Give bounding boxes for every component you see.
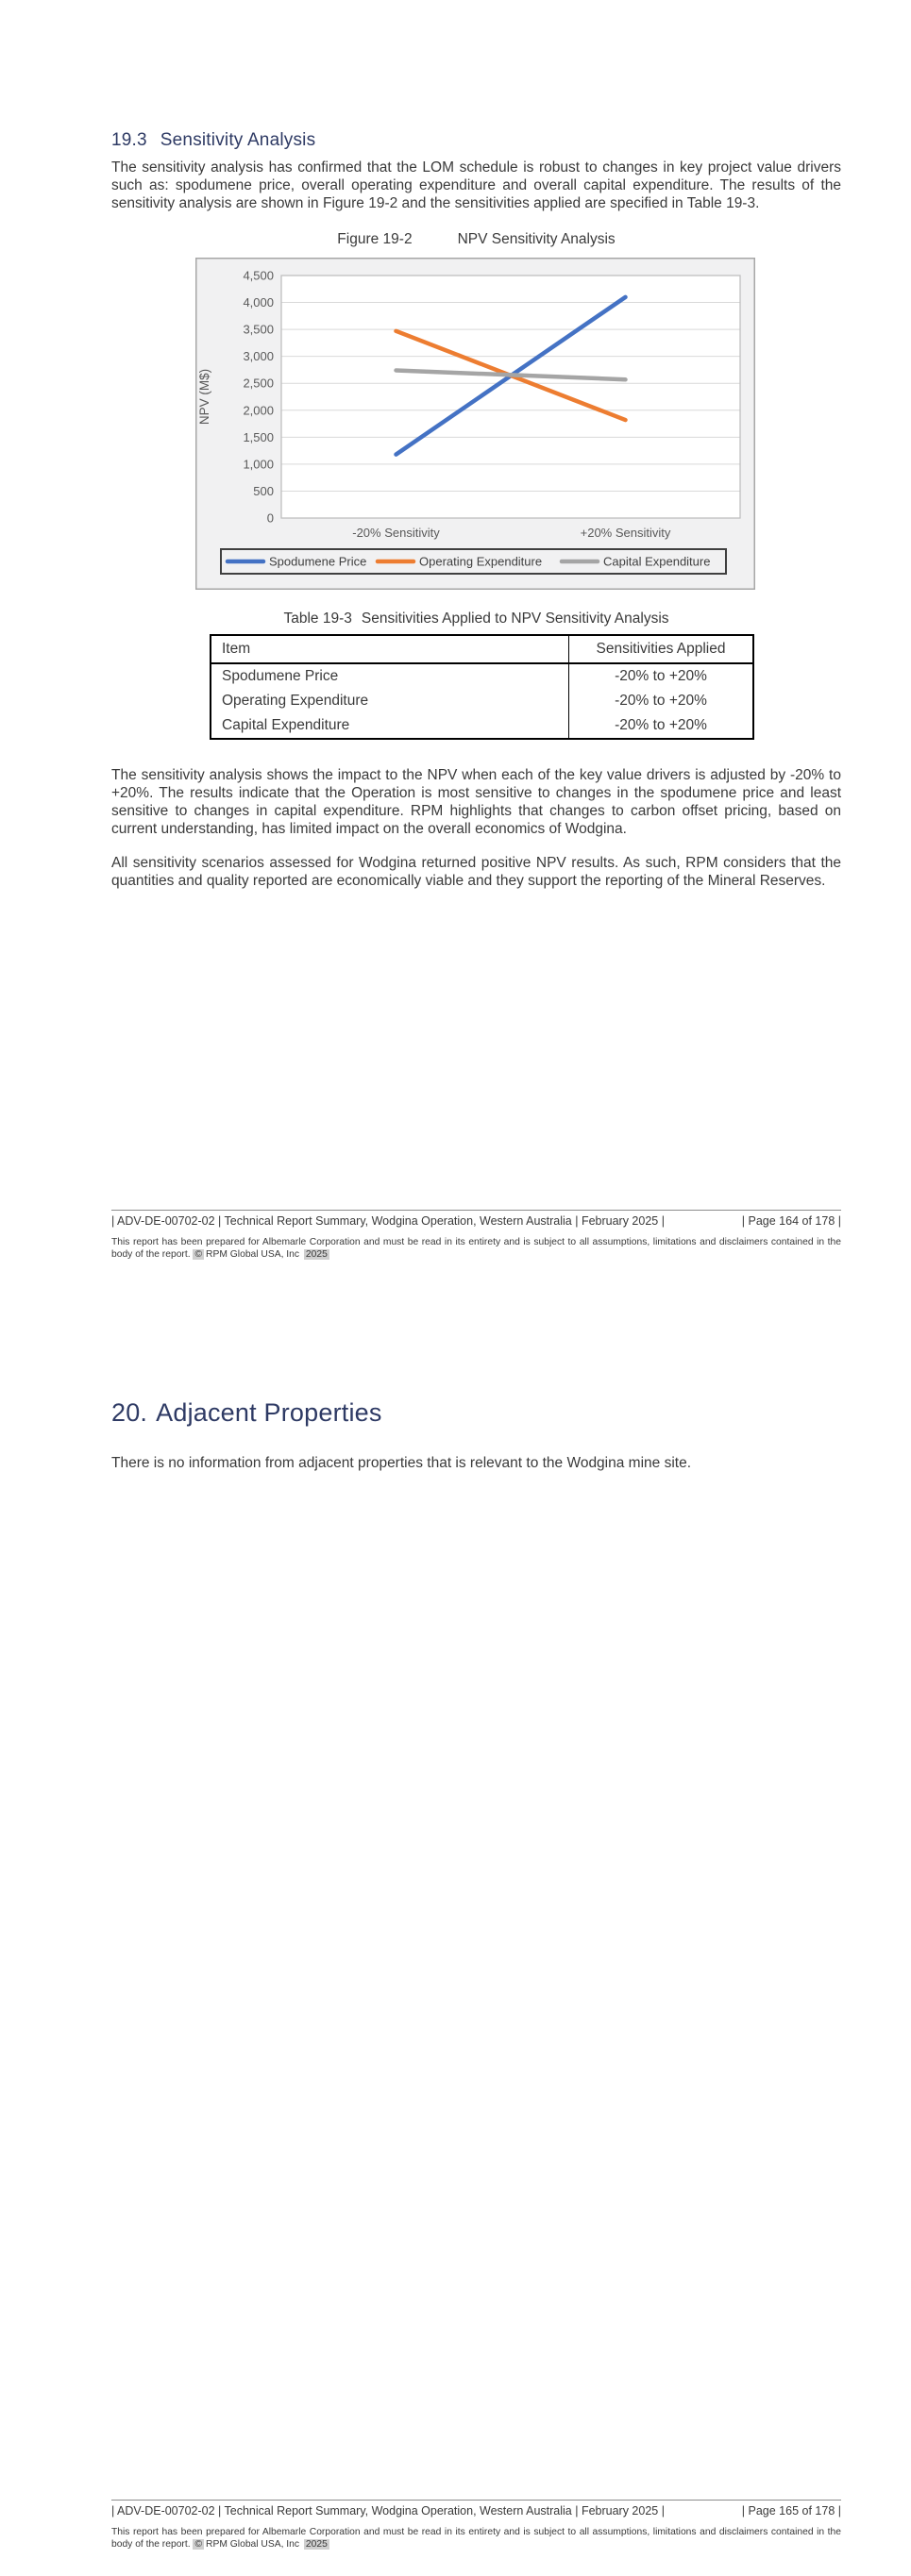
disclaimer-company: RPM Global USA, Inc	[206, 2539, 300, 2550]
y-tick-label: 0	[266, 510, 274, 526]
footer-divider	[111, 2500, 841, 2501]
table-row	[211, 663, 753, 689]
footer-divider	[111, 1210, 841, 1211]
disclaimer-text: This report has been prepared for Albemarle Corporation and must be read in its entirety and is subject to all assumptions, limitations and disclaimers contained in the body of the report.	[111, 2527, 841, 2550]
footer-doc-id: | ADV-DE-00702-02 | Technical Report Summary, Wodgina Operation, Western Australia | February 2025 |	[111, 1214, 665, 1228]
legend-label: Operating Expenditure	[419, 554, 543, 569]
table-cell: -20% to +20%	[615, 717, 707, 733]
y-axis-title: NPV (M$)	[197, 368, 211, 426]
section-title: Adjacent Properties	[156, 1398, 382, 1427]
x-tick-label: +20% Sensitivity	[580, 526, 671, 540]
section-title: Sensitivity Analysis	[160, 130, 316, 150]
table-header-row	[211, 635, 753, 663]
y-tick-label: 1,000	[243, 457, 274, 472]
table-cell: Spodumene Price	[211, 663, 569, 689]
table-caption	[111, 611, 841, 627]
table-body	[211, 663, 753, 739]
paragraph-sensitivity-results: The sensitivity analysis shows the impact to the NPV when each of the key value drivers is adjusted by -20% to +20%. The results indicate that the Operation is most sensitive to changes in the spodumene price and least sensitive to changes in capital expenditure. RPM highlights that changes to carbon offset pricing, based on current understanding, has limited impact on the overall economics of Wodgina.	[111, 767, 841, 837]
table-header-cell: Item	[211, 635, 569, 663]
figure-caption-title: NPV Sensitivity Analysis	[457, 231, 616, 247]
footer-doc-id: | ADV-DE-00702-02 | Technical Report Summary, Wodgina Operation, Western Australia | February 2025 |	[111, 2504, 665, 2517]
legend-label: Capital Expenditure	[603, 554, 711, 569]
footer-page-number: | Page 164 of 178 |	[741, 1214, 841, 1228]
footer-page-number: | Page 165 of 178 |	[741, 2504, 841, 2517]
footer-doc-line	[111, 1214, 841, 1228]
table-cell: -20% to +20%	[615, 668, 707, 684]
npv-chart-svg	[195, 258, 755, 590]
legend-label: Spodumene Price	[269, 554, 367, 569]
table-cell: -20% to +20%	[615, 693, 707, 709]
sensitivities-table	[210, 634, 754, 740]
y-tick-label: 3,500	[243, 322, 274, 337]
y-tick-label: 1,500	[243, 429, 274, 444]
table-row	[211, 689, 753, 713]
figure-caption-label: Figure 19-2	[337, 231, 413, 247]
page-footer	[111, 2500, 841, 2551]
section-number: 20.	[111, 1398, 148, 1427]
table-cell: Capital Expenditure	[211, 713, 569, 739]
section-heading-20	[111, 1398, 841, 1428]
paragraph-adjacent-properties: There is no information from adjacent properties that is relevant to the Wodgina mine site.	[111, 1455, 691, 1471]
y-tick-label: 2,000	[243, 403, 274, 418]
disclaimer-year: 2025	[305, 2539, 328, 2550]
copyright-symbol: ©	[194, 1249, 203, 1260]
table-caption-label: Table 19-3	[283, 611, 352, 627]
section-heading-19-3	[111, 130, 841, 151]
report-page-165	[0, 1288, 911, 2576]
disclaimer-text: This report has been prepared for Albemarle Corporation and must be read in its entirety and is subject to all assumptions, limitations and disclaimers contained in the body of the report.	[111, 1237, 841, 1260]
npv-sensitivity-chart	[195, 258, 755, 590]
footer-disclaimer	[111, 1236, 841, 1261]
x-tick-label: -20% Sensitivity	[352, 526, 440, 540]
y-tick-label: 4,000	[243, 295, 274, 310]
table-row	[211, 713, 753, 739]
y-tick-label: 4,500	[243, 268, 274, 283]
y-tick-label: 3,000	[243, 349, 274, 364]
disclaimer-year: 2025	[305, 1249, 328, 1260]
paragraph-sensitivity-intro: The sensitivity analysis has confirmed that the LOM schedule is robust to changes in key project value drivers such as: spodumene price, overall operating expenditure and overall capital expenditure. The results of the sensitivity analysis are shown in Figure 19-2 and the sensitivities applied are specified in Table 19-3.	[111, 159, 841, 211]
figure-caption	[111, 231, 841, 248]
table-caption-title: Sensitivities Applied to NPV Sensitivity Analysis	[361, 611, 669, 627]
section-number: 19.3	[111, 130, 147, 150]
table-cell: Operating Expenditure	[211, 689, 569, 713]
footer-doc-line	[111, 2504, 841, 2517]
table-header-cell: Sensitivities Applied	[569, 635, 754, 663]
disclaimer-company: RPM Global USA, Inc	[206, 1249, 300, 1260]
footer-disclaimer	[111, 2526, 841, 2551]
plot-area	[281, 276, 740, 518]
y-tick-label: 2,500	[243, 376, 274, 391]
y-tick-label: 500	[253, 483, 274, 498]
paragraph-sensitivity-conclusion: All sensitivity scenarios assessed for Wodgina returned positive NPV results. As such, RPM considers that the quantities and quality reported are economically viable and they support the reporting of the Mineral Reserves.	[111, 855, 841, 889]
copyright-symbol: ©	[194, 2539, 203, 2550]
page-footer	[111, 1210, 841, 1261]
